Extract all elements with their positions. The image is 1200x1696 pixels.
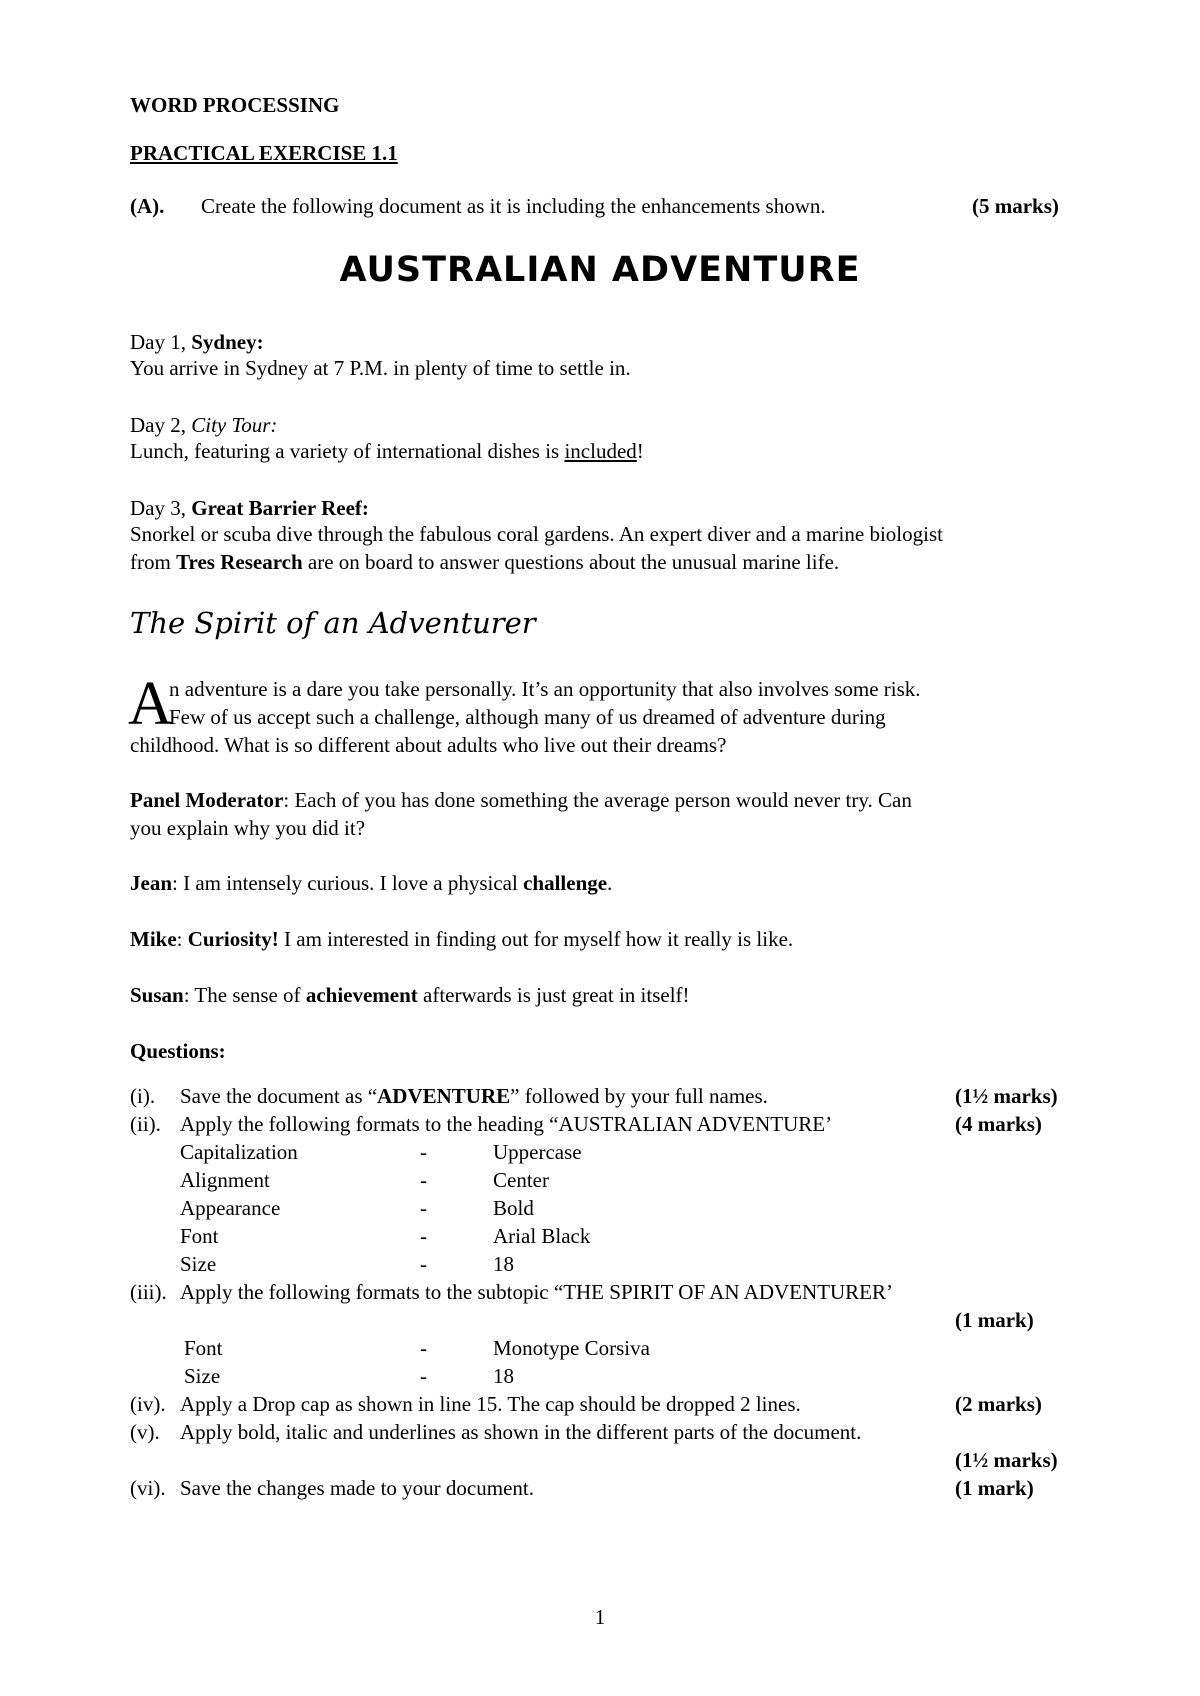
q2-format-key: Capitalization [180, 1140, 298, 1164]
q2-format-dash: - [420, 1224, 427, 1248]
document-title: WORD PROCESSING [130, 93, 340, 117]
instruction-marks: (5 marks) [972, 194, 1059, 218]
q4-text: Apply a Drop cap as shown in line 15. The cap should be dropped 2 lines. [180, 1392, 801, 1416]
q2-format-value: Bold [493, 1196, 534, 1220]
q3-marks: (1 mark) [955, 1308, 1034, 1332]
day3-desc-line1: Snorkel or scuba dive through the fabulous coral gardens. An expert diver and a marine biologist [130, 522, 943, 546]
q2-format-value: Arial Black [493, 1224, 591, 1248]
q3-format-value: Monotype Corsiva [493, 1336, 650, 1360]
moderator-line1: Panel Moderator: Each of you has done something the average person would never try. Can [130, 788, 912, 812]
day1-desc: You arrive in Sydney at 7 P.M. in plenty of time to settle in. [130, 356, 631, 380]
q2-text: Apply the following formats to the heading “AUSTRALIAN ADVENTURE’ [180, 1112, 833, 1136]
q3-number: (iii). [130, 1280, 167, 1304]
q4-marks: (2 marks) [955, 1392, 1042, 1416]
instruction-text: Create the following document as it is including the enhancements shown. [201, 194, 826, 218]
q3-format-key: Font [184, 1336, 223, 1360]
q2-format-dash: - [420, 1168, 427, 1192]
questions-heading: Questions: [130, 1039, 226, 1063]
q2-format-key: Size [180, 1252, 217, 1276]
susan-line: Susan: The sense of achievement afterwards is just great in itself! [130, 983, 690, 1007]
q5-marks: (1½ marks) [955, 1448, 1058, 1472]
q3-format-dash: - [420, 1336, 427, 1360]
q6-number: (vi). [130, 1476, 166, 1500]
q5-text: Apply bold, italic and underlines as shown in the different parts of the document. [180, 1420, 862, 1444]
spirit-subtopic: The Spirit of an Adventurer [130, 606, 536, 640]
moderator-line2: you explain why you did it? [130, 816, 366, 840]
q1-text: Save the document as “ADVENTURE” followed by your full names. [180, 1084, 768, 1108]
q5-number: (v). [130, 1420, 160, 1444]
q2-format-value: 18 [493, 1252, 514, 1276]
instruction-label: (A). [130, 194, 165, 218]
page-number: 1 [594, 1605, 606, 1629]
day1-heading: Day 1, Sydney: [130, 330, 264, 354]
jean-line: Jean: I am intensely curious. I love a physical challenge. [130, 871, 613, 895]
q4-number: (iv). [130, 1392, 166, 1416]
drop-cap-letter: A [128, 670, 173, 738]
dropcap-para-line3: childhood. What is so different about adults who live out their dreams? [130, 733, 727, 757]
day2-heading: Day 2, City Tour: [130, 413, 278, 437]
dropcap-para-line1: n adventure is a dare you take personally. It’s an opportunity that also involves some risk. [169, 677, 921, 701]
australian-adventure-heading: AUSTRALIAN ADVENTURE [339, 250, 861, 290]
dropcap-para-line2: Few of us accept such a challenge, although many of us dreamed of adventure during [169, 705, 886, 729]
q2-number: (ii). [130, 1112, 161, 1136]
exercise-heading: PRACTICAL EXERCISE 1.1 [130, 141, 398, 165]
q2-format-key: Appearance [180, 1196, 281, 1220]
q6-text: Save the changes made to your document. [180, 1476, 534, 1500]
q2-format-dash: - [420, 1252, 427, 1276]
mike-line: Mike: Curiosity! I am interested in finding out for myself how it really is like. [130, 927, 794, 951]
q2-format-value: Uppercase [493, 1140, 582, 1164]
day3-heading: Day 3, Great Barrier Reef: [130, 496, 369, 520]
day2-desc: Lunch, featuring a variety of international dishes is included! [130, 439, 644, 463]
q6-marks: (1 mark) [955, 1476, 1034, 1500]
q1-marks: (1½ marks) [955, 1084, 1058, 1108]
q3-format-key: Size [184, 1364, 221, 1388]
q2-format-dash: - [420, 1196, 427, 1220]
q2-format-key: Alignment [180, 1168, 270, 1192]
q1-number: (i). [130, 1084, 156, 1108]
q3-format-value: 18 [493, 1364, 514, 1388]
q3-text: Apply the following formats to the subtopic “THE SPIRIT OF AN ADVENTURER’ [180, 1280, 893, 1304]
day3-desc-line2: from Tres Research are on board to answer questions about the unusual marine life. [130, 550, 840, 574]
q2-format-value: Center [493, 1168, 549, 1192]
q2-format-dash: - [420, 1140, 427, 1164]
q2-format-key: Font [180, 1224, 219, 1248]
q3-format-dash: - [420, 1364, 427, 1388]
q2-marks: (4 marks) [955, 1112, 1042, 1136]
